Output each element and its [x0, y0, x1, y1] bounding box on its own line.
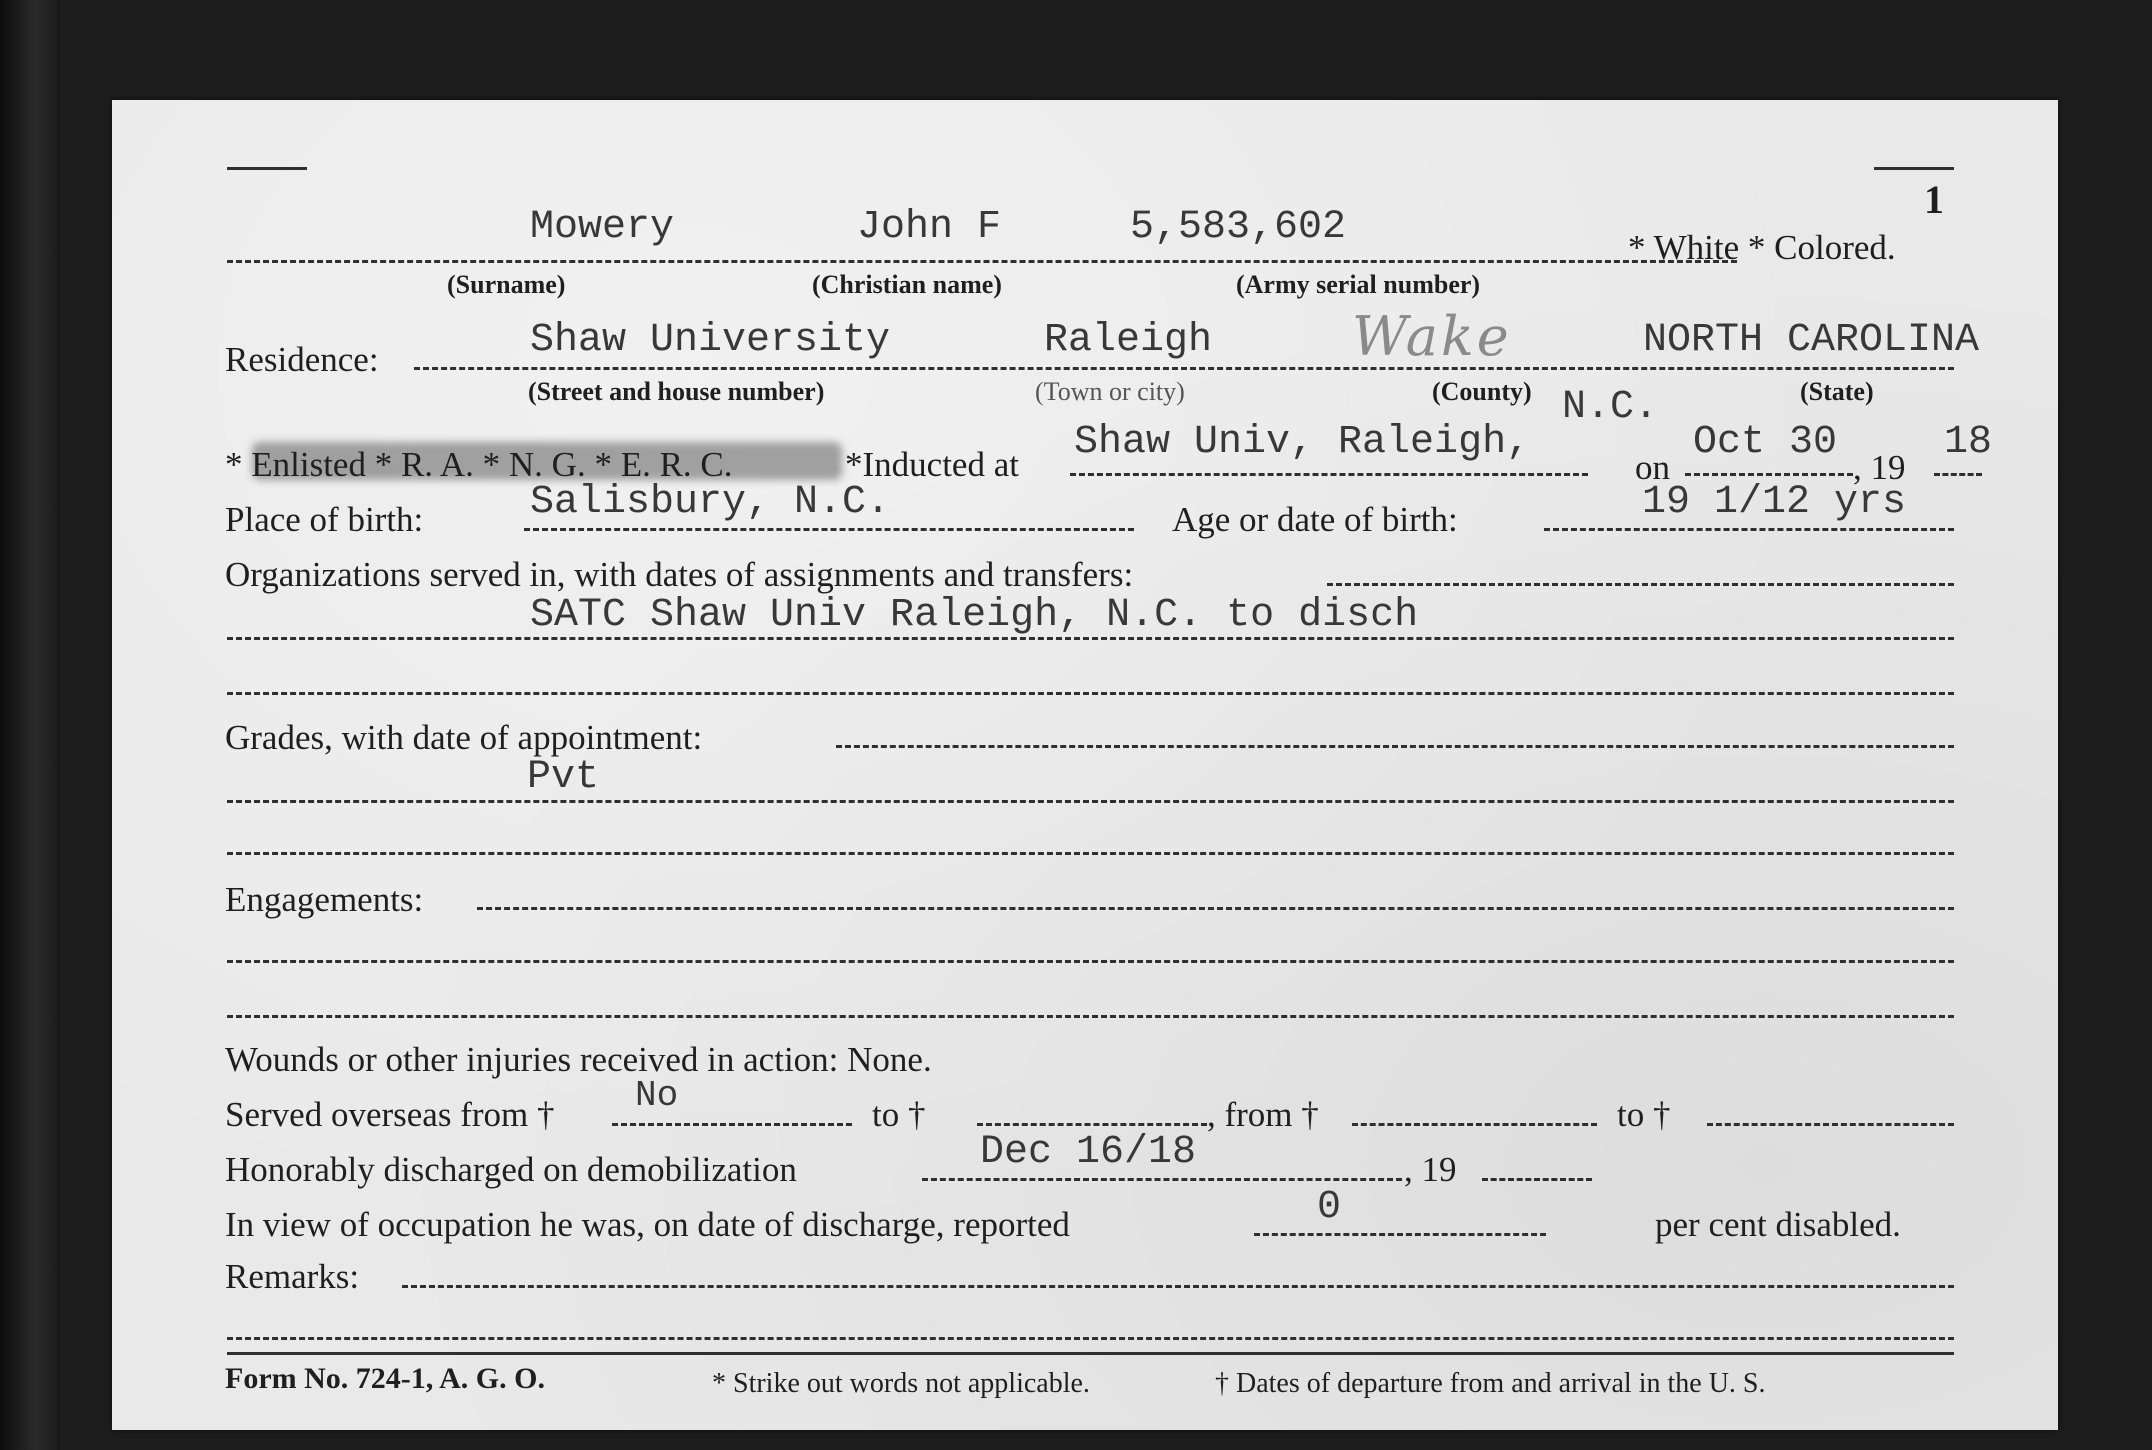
residence-state-value: NORTH CAROLINA — [1643, 318, 1980, 363]
surname-value: Mowery — [530, 205, 675, 250]
discharge-date-value: Dec 16/18 — [980, 1130, 1197, 1175]
age-line — [1544, 528, 1954, 531]
induction-date-line — [1685, 473, 1853, 476]
scan-background-edge — [0, 0, 60, 1450]
card-number: 1 — [1924, 177, 1944, 222]
overseas-from2-label: , from † — [1207, 1095, 1319, 1134]
induction-place-line — [1070, 473, 1588, 476]
county-caption: (County) — [1432, 377, 1532, 406]
place-of-birth-line — [524, 528, 1134, 531]
top-right-rule — [1874, 167, 1954, 170]
christian-name-caption: (Christian name) — [812, 270, 1002, 299]
remarks-line-1 — [402, 1285, 1954, 1288]
serial-number-caption: (Army serial number) — [1236, 270, 1481, 299]
top-left-rule — [227, 167, 307, 170]
engagements-line-1 — [477, 907, 1954, 910]
grades-value: Pvt — [527, 755, 600, 800]
dates-note: † Dates of departure from and arrival in the U. S. — [1215, 1368, 1766, 1399]
christian-name-value: John F — [857, 205, 1002, 250]
place-of-birth-label: Place of birth: — [225, 500, 424, 539]
residence-town-value: Raleigh — [1044, 318, 1213, 363]
induction-year-line — [1934, 473, 1982, 476]
grades-line-2 — [227, 800, 1954, 803]
disability-label: In view of occupation he was, on date of discharge, reported — [225, 1205, 1070, 1244]
wounds-label: Wounds or other injuries received in action: None. — [225, 1040, 932, 1079]
overseas-to2-line — [1707, 1123, 1954, 1126]
disability-line — [1254, 1233, 1546, 1236]
discharge-year-label: , 19 — [1404, 1150, 1457, 1189]
induction-date-value: Oct 30 — [1693, 420, 1838, 465]
engagements-line-3 — [227, 1015, 1954, 1018]
organizations-line-1 — [1327, 583, 1954, 586]
discharge-year-line — [1482, 1178, 1592, 1181]
induction-year-value: 18 — [1944, 420, 1993, 465]
town-caption: (Town or city) — [1035, 377, 1185, 406]
serial-number-value: 5,583,602 — [1130, 205, 1347, 250]
induction-year-prefix: , 19 — [1853, 448, 1906, 487]
age-value: 19 1/12 yrs — [1642, 480, 1907, 525]
served-overseas-from-value: No — [635, 1075, 679, 1116]
surname-caption: (Surname) — [447, 270, 566, 299]
grades-line-3 — [227, 852, 1954, 855]
induction-state-value: N.C. — [1562, 385, 1659, 430]
on-label: on — [1635, 448, 1670, 487]
overseas-to2-label: to † — [1617, 1095, 1671, 1134]
grades-line-1 — [836, 745, 1954, 748]
overseas-from2-line — [1352, 1123, 1597, 1126]
remarks-line-2 — [227, 1337, 1954, 1340]
discharge-date-line — [922, 1178, 1402, 1181]
organizations-line-3 — [227, 692, 1954, 695]
organizations-label: Organizations served in, with dates of assignments and transfers: — [225, 555, 1134, 594]
discharge-label: Honorably discharged on demobilization — [225, 1150, 797, 1189]
residence-line — [414, 367, 1954, 370]
organizations-value: SATC Shaw Univ Raleigh, N.C. to disch — [530, 593, 1419, 638]
place-of-birth-value: Salisbury, N.C. — [530, 480, 891, 525]
form-number: Form No. 724-1, A. G. O. — [225, 1362, 545, 1395]
race-options: * White * Colored. — [1628, 228, 1896, 267]
inducted-at-label: *Inducted at — [845, 445, 1019, 484]
strike-out-note: * Strike out words not applicable. — [712, 1368, 1090, 1399]
induction-place-value: Shaw Univ, Raleigh, — [1074, 420, 1531, 465]
state-caption: (State) — [1800, 377, 1874, 406]
name-line — [227, 260, 1737, 263]
grades-label: Grades, with date of appointment: — [225, 718, 703, 757]
residence-street-value: Shaw University — [530, 318, 891, 363]
enlistment-status-options: * Enlisted * R. A. * N. G. * E. R. C. — [225, 445, 733, 484]
overseas-from-line — [612, 1123, 852, 1126]
service-record-card — [112, 100, 2058, 1430]
disability-suffix: per cent disabled. — [1655, 1205, 1901, 1244]
organizations-line-2 — [227, 637, 1954, 640]
engagements-line-2 — [227, 960, 1954, 963]
overseas-to-label: to † — [872, 1095, 926, 1134]
disability-value: 0 — [1317, 1185, 1342, 1230]
footer-divider — [227, 1352, 1954, 1355]
age-label: Age or date of birth: — [1172, 500, 1458, 539]
engagements-label: Engagements: — [225, 880, 424, 919]
overseas-to-line — [977, 1123, 1207, 1126]
residence-label: Residence: — [225, 340, 379, 379]
remarks-label: Remarks: — [225, 1257, 360, 1296]
residence-county-value: Wake — [1352, 305, 1512, 368]
street-caption: (Street and house number) — [528, 377, 825, 406]
served-overseas-label: Served overseas from † — [225, 1095, 555, 1134]
